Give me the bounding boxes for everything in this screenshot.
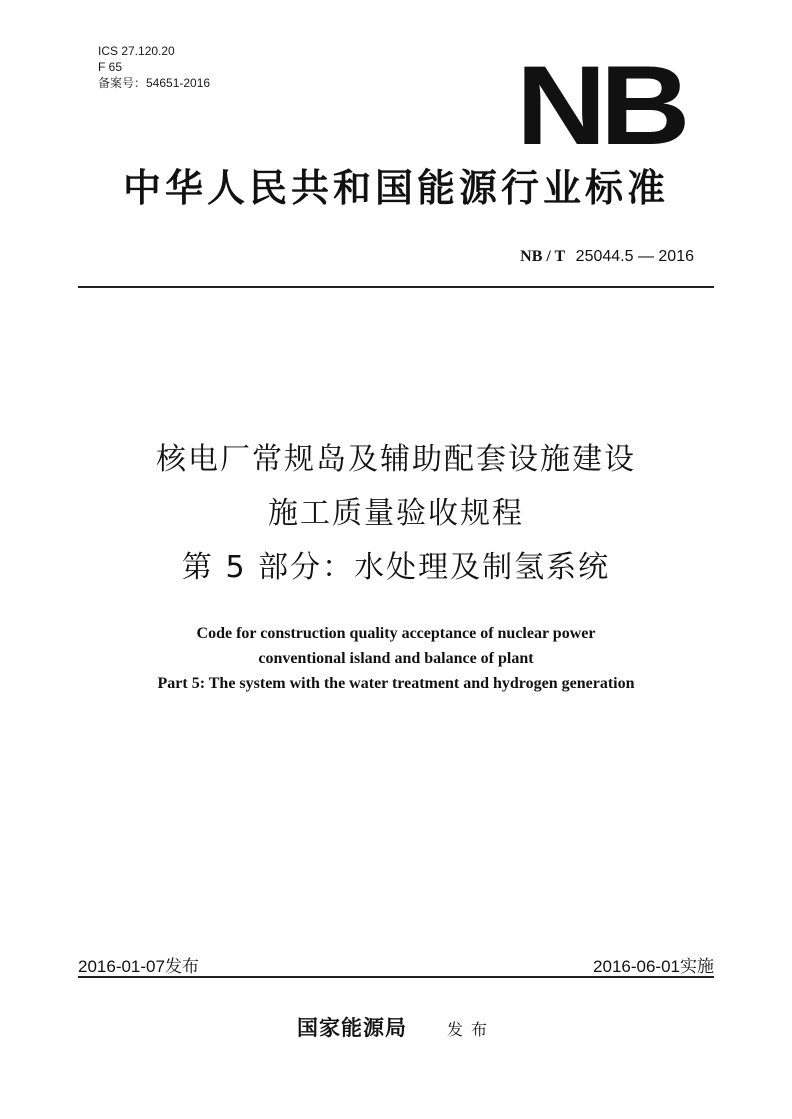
standard-code-prefix: NB / T [520,248,566,265]
header-divider [78,286,714,288]
footer-divider [78,976,714,978]
title-cn-line-2: 施工质量验收规程 [268,496,524,531]
standard-category-title: 中华人民共和国能源行业标准 [122,165,669,210]
publisher-line [0,1012,792,1042]
issue-date: 2016-01-07发布 [78,957,199,976]
title-en-line-2: conventional island and balance of plant [258,650,534,667]
publish-action: 发布 [446,1020,495,1039]
implementation-date: 2016-06-01实施 [593,957,714,976]
standard-code-number: 25044.5 — 2016 [575,248,694,265]
publisher-name: 国家能源局 [296,1015,407,1040]
standard-code [520,248,694,266]
title-cn-line-1: 核电厂常规岛及辅助配套设施建设 [156,442,636,477]
title-cn-line-3: 第 5 部分：水处理及制氢系统 [181,550,611,585]
ics-code: ICS 27.120.20 [98,44,175,58]
title-en-line-3: Part 5: The system with the water treatment and hydrogen generation [157,675,635,692]
nb-logo: NB [516,43,684,168]
title-en-line-1: Code for construction quality acceptance of nuclear power [196,625,596,642]
classification-code: F 65 [98,60,123,74]
record-number: 备案号：54651-2016 [98,76,211,90]
standard-metadata [98,43,210,91]
